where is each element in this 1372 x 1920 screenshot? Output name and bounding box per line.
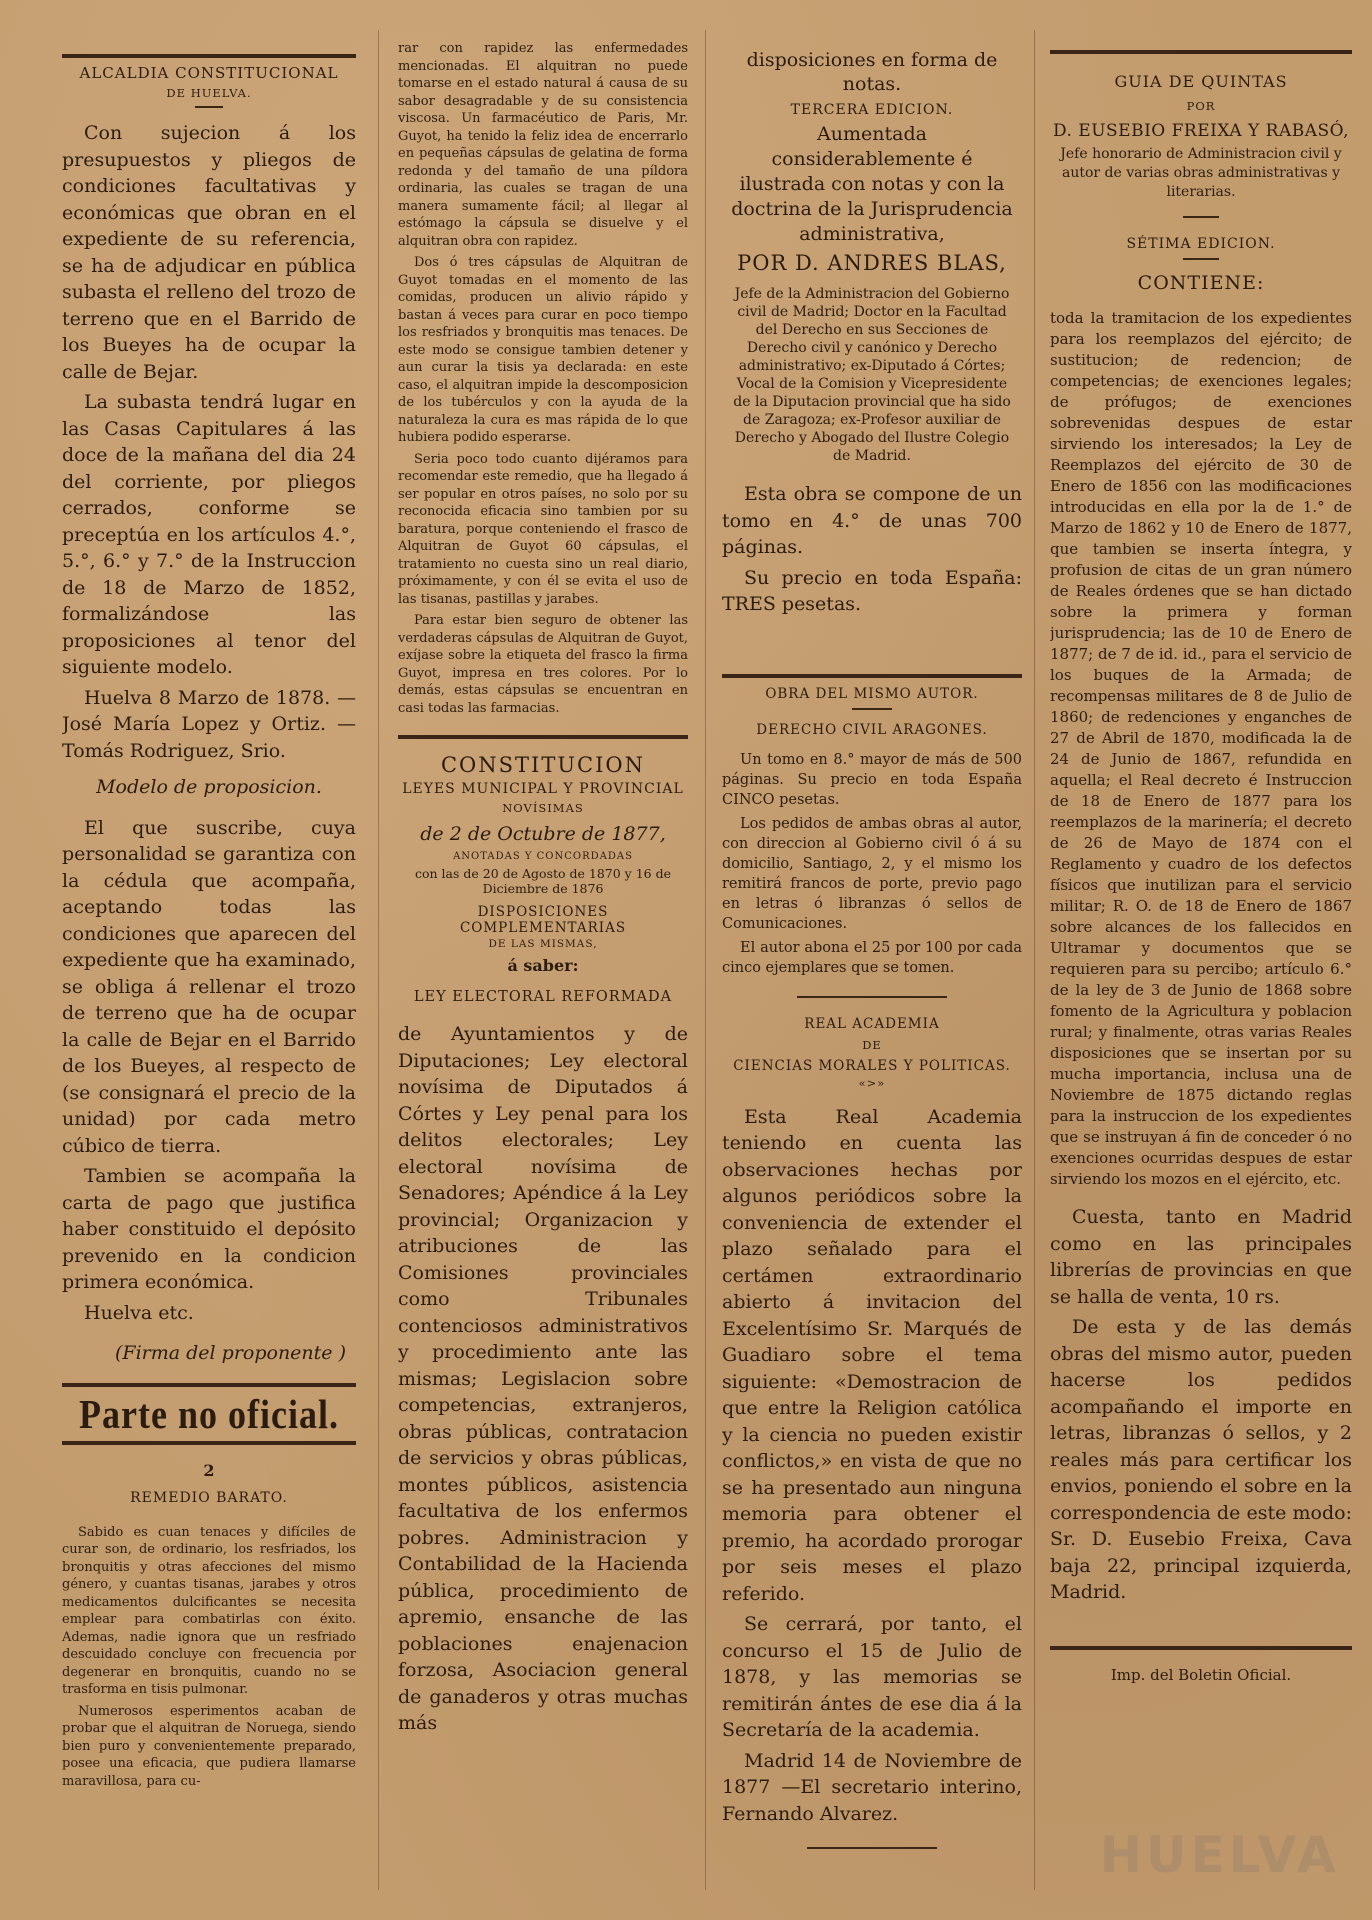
aumentada-text: Aumentada considerablemente é ilustrada con notas y con la doctrina de la Jurisprudencia administrativa, — [731, 123, 1013, 245]
academia-subheading: CIENCIAS MORALES Y POLITICAS. — [733, 1057, 1011, 1074]
setima-edicion: SÉTIMA EDICION. — [1126, 236, 1276, 252]
section-rule — [62, 1383, 356, 1387]
library-watermark: HUELVA — [1100, 1826, 1340, 1884]
proposal-signature: (Firma del proponente ) — [115, 1342, 346, 1364]
column-divider — [1034, 30, 1035, 1890]
mid-rule — [797, 996, 947, 998]
academia-heading: REAL ACADEMIA — [804, 1015, 940, 1032]
notice-paragraph: Con sujecion á los presupuestos y pliegos de condiciones facultativas y económicas que obran en el expediente de su referencia, se ha de adjudicar en pública subasta el relleno del trozo de terreno que en el Barrido de los Bueyes ha de ocupar la calle de Bejar. — [62, 122, 356, 383]
proposal-closing: Huelva etc. — [84, 1301, 194, 1324]
academia-signature: Madrid 14 de Noviembre de 1877 —El secretario interino, Fernando Alvarez. — [722, 1749, 1022, 1825]
column-4 — [1050, 40, 1352, 1870]
tercera-edicion: TERCERA EDICION. — [790, 102, 954, 118]
cuesta-text: Cuesta, tanto en Madrid como en las principales librerías de provincias en que se halla de venta, 10 rs. — [1050, 1206, 1352, 1308]
column-divider — [705, 30, 706, 1890]
derecho-paragraph: Un tomo en 8.° mayor de más de 500 páginas. Su precio en toda España CINCO pesetas. — [722, 751, 1022, 808]
proposal-paragraph: El que suscribe, cuya personalidad se garantiza con la cédula que acompaña, aceptando todas las condiciones que aparecen del expediente que ha examinado, se obliga á rellenar el trozo de terreno que ha de ocupar la calle de Bejar en el Barrido de los Bueyes, al respecto de (se consignará el precio de la unidad) por cada metro cúbico de tierra. — [62, 816, 356, 1157]
academia-paragraph: Se cerrará, por tanto, el concurso el 15 de Julio de 1878, y las memorias se remitirán ántes de ese dia á la Secretaría de la academia. — [722, 1613, 1022, 1741]
derecho-paragraph: El autor abona el 25 por 100 por cada cinco ejemplares que se tomen. — [722, 939, 1022, 976]
notice-paragraph: La subasta tendrá lugar en las Casas Capitulares á las doce de la mañana del dia 24 del corriente, por pliegos cerrados, conforme se preceptúa en los artículos 4.°, 5.°, 6.° y 7.° de la Instruccion de 18 de Marzo de 1852, formalizándose las proposiciones al tenor del siguiente modelo. — [62, 391, 356, 678]
imprenta-line: Imp. del Boletin Oficial. — [1110, 1665, 1292, 1684]
column-divider — [378, 30, 379, 1890]
mid-rule — [807, 1847, 937, 1849]
remedio-paragraph: Sabido es cuan tenaces y difíciles de curar son, de ordinario, los resfriados, los bronquitis y otras afecciones del mismo género, y cuantas tisanas, jarabes y otros medicamentos dulcificantes se necesita emplear para combatirlas con éxito. Ademas, nadie ignora que un resfriado descuidado concluye con frecuencia por degenerar en bronquitis, cuando no se trasforma en tisis pulmonar. — [62, 1524, 356, 1697]
remedio-title: REMEDIO BARATO. — [130, 1489, 288, 1506]
obra-mismo-autor: OBRA DEL MISMO AUTOR. — [765, 685, 979, 702]
bottom-rule — [1050, 1646, 1352, 1650]
model-title: Modelo de proposicion. — [96, 776, 322, 798]
remedio-paragraph: Dos ó tres cápsulas de Alquitran de Guyot tomadas en el momento de las comidas, producen un alivio rápido y bastan á veces para curar en poco tiempo los resfriados y bronquitis mas tenaces. De este modo se consigue tambien detener y aun curar la tisis ya declarada: en este caso, el alquitran impide la descomposicion de los tubérculos y con la ayuda de la naturaleza la cura es mas rápida de lo que hubiera podido esperarse. — [398, 255, 688, 445]
column-2 — [398, 40, 688, 1870]
por-label: POR — [1186, 99, 1216, 113]
guia-quintas-title: GUIA DE QUINTAS — [1114, 72, 1288, 91]
section-rule — [62, 1441, 356, 1445]
author-freixa: D. EUSEBIO FREIXA Y RABASÓ, — [1052, 121, 1350, 141]
academia-paragraph: Esta Real Academia teniendo en cuenta las observaciones hechas por algunos periódicos sobre la conveniencia de extender el plazo señalado para el certámen extraordinario abierto á invitacion del Excelentísimo Sr. Marqués de Guadiaro sobre el tema siguiente: «Demostracion de que entre la Religion católica y la ciencia no pueden existir conflictos,» en vista de que no se ha presentado aun ninguna memoria para obtener el premio, ha acordado prorogar por seis meses el plazo referido. — [722, 1105, 1022, 1605]
contiene-heading: CONTIENE: — [1137, 272, 1265, 294]
column-1 — [62, 40, 356, 1870]
date-line: de 2 de Octubre de 1877, — [420, 823, 666, 845]
short-rule — [195, 106, 223, 108]
a-saber: á saber: — [507, 956, 579, 975]
remedio-paragraph: Para estar bien seguro de obtener las verdaderas cápsulas de Alquitran de Guyot, exíjase sobre la etiqueta del frasco la firma Guyot, impresa en tres colores. Por lo demás, estas cápsulas se encuentran en casi todas las farmacias. — [398, 613, 688, 716]
novisimas: NOVÍSIMAS — [502, 801, 584, 815]
notice-signature: Huelva 8 Marzo de 1878. —José María Lopez y Ortiz. —Tomás Rodriguez, Srio. — [62, 686, 356, 762]
alcaldia-subheading: DE HUELVA. — [166, 86, 252, 100]
anotadas: ANOTADAS Y CONCORDADAS — [453, 851, 633, 862]
top-rule — [1050, 50, 1352, 54]
notas-line: disposiciones en forma de notas. — [746, 49, 998, 95]
short-rule — [1183, 258, 1219, 260]
column-3 — [722, 40, 1022, 1870]
remedio-paragraph: Numerosos esperimentos acaban de probar que el alquitran de Noruega, siendo bien puro y convenientemente preparado, posee una eficacia, que pudiera llamarse maravillosa, para cu- — [62, 1703, 356, 1789]
precio-text: Su precio en toda España: TRES pesetas. — [722, 566, 1022, 615]
con-las-line: con las de 20 de Agosto de 1870 y 16 de Diciembre de 1876 — [415, 866, 671, 896]
remedio-paragraph: rar con rapidez las enfermedades mencionadas. El alquitran no puede tomarse en el estado natural á causa de su sabor desagradable y de su consistencia viscosa. Un farmacéutico de Paris, Mr. Guyot, ha tenido la feliz idea de encerrarlo en pequeñas cápsulas de gelatina de forma redonda y del tamaño de una píldora ordinaria, las cuales se tragan de una manera sumamente fácil; al llegar al estómago la cápsula se disuelve y el alquitran obra con rapidez. — [398, 41, 688, 249]
top-rule — [62, 54, 356, 58]
short-rule — [1183, 216, 1219, 218]
section-rule — [722, 674, 1022, 678]
derecho-paragraph: Los pedidos de ambas obras al autor, con direccion al Gobierno civil ó á su domicilio, Santiago, 2, y el mismo los remitirá francos de porte, previo pago en letras ó libranzas ó sellos de Comunicaciones. — [722, 815, 1022, 932]
academia-de: DE — [862, 1037, 882, 1052]
ley-electoral-text: de Ayuntamientos y de Diputaciones; Ley electoral novísima de Diputados á Córtes y Ley penal para los delitos electorales; Ley electoral novísima de Senadores; Apéndice á la Ley provincial; Organizacion y atribuciones de las Comisiones provinciales como Tribunales contenciosos administrativos y procedimiento ante las mismas; Legislacion sobre competencias, extranjeros, obras públicas, contratacion de servicios y obras públicas, montes públicos, asistencia facultativa de los enfermos pobres. Administracion y Contabilidad de la Hacienda pública, procedimiento de apremio, ensanche de las poblaciones enajenacion forzosa, Asociacion general de ganaderos y otras muchas más — [398, 1023, 688, 1734]
remedio-paragraph: Seria poco todo cuanto dijéramos para recomendar este remedio, que ha llegado á ser popular en otros países, no solo por su reconocida eficacia sino tambien por su baratura, porque conteniendo el frasco de Alquitran de Guyot 60 cápsulas, el tratamiento no cuesta sino un real diario, próximamente, y con él se evita el uso de las tisanas, pastillas y jarabes. — [398, 451, 688, 607]
proposal-paragraph: Tambien se acompaña la carta de pago que justifica haber constituido el depósito prevenido en la condicion primera económica. — [62, 1165, 356, 1293]
parte-no-oficial-heading: Parte no oficial. — [79, 1390, 339, 1437]
freixa-description: Jefe honorario de Administracion civil y autor de varias obras administrativas y literarias. — [1060, 146, 1342, 200]
pedidos-text: De esta y de las demás obras del mismo autor, pueden hacerse los pedidos acompañando el importe en letras, libranzas ó sellos, y 2 reales más para certificar los envios, poniendo el sobre en la correspondencia de este modo: Sr. D. Eusebio Freixa, Cava baja 22, principal izquierda, Madrid. — [1050, 1316, 1352, 1603]
short-rule — [852, 708, 892, 710]
alcaldia-heading: ALCALDIA CONSTITUCIONAL — [79, 64, 339, 82]
contiene-text: toda la tramitacion de los expedientes para los reemplazos del ejército; de sustitucion; de redencion; de competencias; de exenciones legales; de prófugos; de exenciones sobrevenidas despues de estar sirviendo los interesados; la Ley de Reemplazos del ejército de 30 de Enero de 1856 con las modificaciones introducidas en ella por la de 1.° de Marzo de 1862 y 10 de Enero de 1877, que tambien se inserta íntegra, y profusion de citas de un gran número de Reales órdenes que se han dictado sobre la primera y forman jurisprudencia; las de 10 de Enero de 1877; de 7 de id. id., para el servicio de los buques de la Armada; de recompensas militares de 8 de Julio de 1860; de redenciones y enganches de 27 de Abril de 1870, modificada la de 24 de Junio de 1867, refundida en aquella; el Real decreto é Instruccion de 18 de Enero de 1877 para los reemplazos de la marinería; el decreto de 26 de Mayo de 1874 con el Reglamento y cuadro de los defectos físicos que inutilizan para el servicio militar; R. O. de 18 de Enero de 1867 sobre alcances de los fallecidos en Ultramar y documentos que se requieren para su percibo; artículo 6.° de la ley de 3 de Junio de 1868 sobre fomento de la Agricultura y poblacion rural; y finalmente, otras varias Reales disposiciones que se insertan por su mucha importancia, inclusa una de Noviembre de 1875 dictando reglas para la instruccion de los expedientes que se instruyan á fin de conceder ó no exenciones ocurridas despues de estar sirviendo los mozos en el ejército, etc. — [1050, 309, 1352, 1188]
derecho-civil-title: DERECHO CIVIL ARAGONES. — [756, 721, 988, 738]
disposiciones: DISPOSICIONES COMPLEMENTARIAS — [459, 904, 627, 936]
academia-ornament: «>» — [858, 1075, 886, 1090]
author-andres-blas: POR D. ANDRES BLAS, — [737, 251, 1007, 275]
leyes-line: LEYES MUNICIPAL Y PROVINCIAL — [402, 781, 684, 797]
section-rule — [398, 735, 688, 739]
ley-electoral-heading: LEY ELECTORAL REFORMADA — [413, 989, 673, 1005]
de-las-mismas: DE LAS MISMAS, — [488, 938, 598, 950]
tomo-text: Esta obra se compone de un tomo en 4.° de unas 700 páginas. — [722, 483, 1022, 558]
article-number: 2 — [203, 1460, 215, 1480]
author-description: Jefe de la Administracion del Gobierno civil de Madrid; Doctor en la Facultad del Derecho en sus Secciones de Derecho civil y canónico y Derecho administrativo; ex-Diputado á Córtes; Vocal de la Comision y Vicepresidente de la Diputacion provincial que ha sido de Zaragoza; ex-Profesor auxiliar de Derecho y Abogado del Ilustre Colegio de Madrid. — [733, 286, 1011, 464]
constitucion-title: CONSTITUCION — [440, 753, 645, 777]
